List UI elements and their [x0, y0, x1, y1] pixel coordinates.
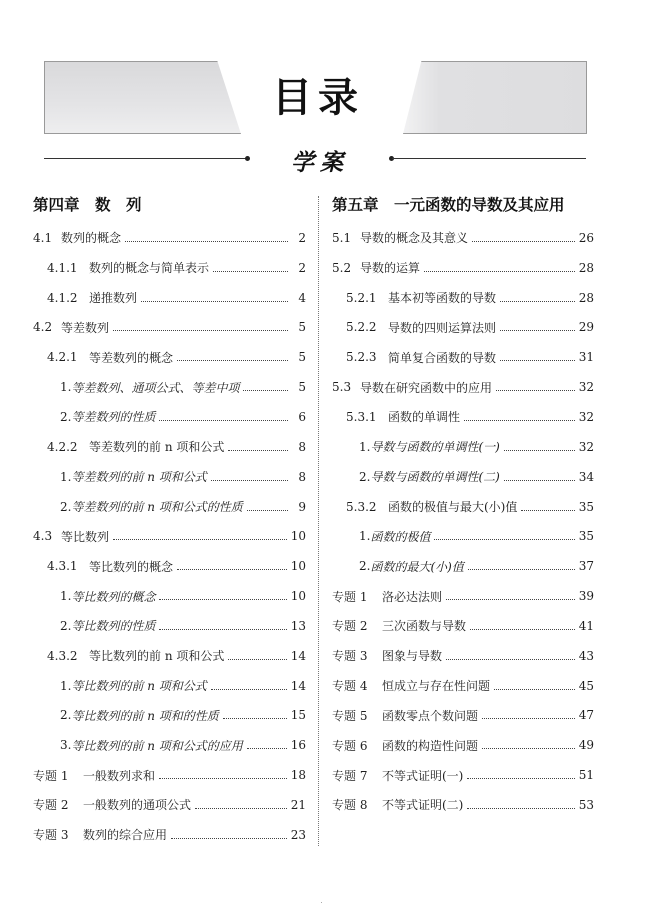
dot-leader — [504, 449, 575, 451]
toc-column-chapter-4 — [33, 193, 306, 850]
dot-leader — [159, 598, 286, 600]
entry-page-number: 53 — [578, 797, 594, 812]
toc-topic-entry[interactable] — [332, 611, 594, 641]
entry-page-number: 47 — [578, 708, 594, 723]
entry-number: 3. — [60, 738, 72, 753]
entry-number: 专题 3 — [33, 828, 69, 843]
entry-number: 5.2.1 — [346, 290, 377, 305]
chapter-heading: 第四章 数 列 — [33, 196, 142, 214]
toc-entry[interactable] — [33, 462, 306, 492]
entry-title: 等差数列 — [61, 320, 110, 335]
entry-number: 1. — [60, 589, 72, 604]
toc-entry[interactable] — [332, 521, 594, 551]
toc-topic-entry[interactable] — [33, 790, 306, 820]
toc-topic-entry[interactable] — [332, 790, 594, 820]
dot-leader — [213, 270, 288, 272]
entry-page-number: 5 — [298, 320, 306, 335]
toc-entry[interactable] — [33, 283, 306, 313]
entry-title: 三次函数与导数 — [382, 619, 467, 634]
toc-entry[interactable] — [33, 641, 306, 671]
entry-page-number: 51 — [578, 768, 594, 783]
entry-number: 2. — [359, 559, 371, 574]
entry-number: 4.3.1 — [47, 559, 78, 574]
entry-number: 1. — [60, 678, 72, 693]
entry-title: 等比数列的概念 — [89, 559, 174, 574]
entry-number: 1. — [359, 529, 371, 544]
toc-entry[interactable] — [33, 223, 306, 253]
toc-entry[interactable] — [33, 581, 306, 611]
entry-number: 4.1.2 — [47, 290, 78, 305]
entry-page-number: 10 — [290, 529, 306, 544]
entry-title: 简单复合函数的导数 — [388, 350, 497, 365]
toc-column-chapter-5 — [332, 193, 594, 820]
entry-page-number: 39 — [578, 589, 594, 604]
toc-entry[interactable] — [332, 313, 594, 343]
entry-number: 专题 1 — [332, 589, 368, 604]
entry-number: 专题 8 — [332, 798, 368, 813]
title-banner-left — [44, 61, 241, 134]
toc-entry[interactable] — [33, 492, 306, 522]
dot-leader — [464, 419, 575, 421]
dot-leader — [472, 240, 575, 242]
toc-topic-entry[interactable] — [332, 641, 594, 671]
entry-number: 5.2.2 — [346, 320, 377, 335]
dot-leader — [504, 479, 575, 481]
entry-title: 导数的运算 — [360, 261, 421, 276]
toc-entry[interactable] — [33, 521, 306, 551]
toc-list — [332, 223, 594, 820]
dot-leader — [434, 538, 574, 540]
chapter-heading: 第五章 一元函数的导数及其应用 — [332, 196, 565, 214]
toc-entry[interactable] — [33, 342, 306, 372]
toc-entry[interactable] — [33, 432, 306, 462]
entry-title: 函数的单调性 — [388, 410, 461, 425]
entry-page-number: 29 — [578, 320, 594, 335]
entry-title: 导数的概念及其意义 — [360, 231, 469, 246]
dot-leader — [482, 717, 575, 719]
dot-leader — [113, 329, 288, 331]
dot-leader — [470, 628, 575, 630]
entry-title: 导数与函数的单调性(一) — [370, 440, 500, 455]
entry-title: 等比数列的前 n 项和公式的应用 — [71, 738, 243, 753]
dot-leader — [482, 747, 575, 749]
entry-title: 等差数列的前 n 项和公式 — [89, 440, 225, 455]
dot-leader — [500, 359, 575, 361]
entry-number: 4.2.1 — [47, 350, 78, 365]
entry-page-number: 2 — [298, 230, 306, 245]
dot-leader — [496, 389, 575, 391]
entry-title: 不等式证明(二) — [382, 798, 464, 813]
toc-topic-entry[interactable] — [332, 730, 594, 760]
entry-title: 递推数列 — [89, 291, 138, 306]
entry-title: 恒成立与存在性问题 — [382, 679, 491, 694]
entry-title: 函数的极值 — [370, 529, 431, 544]
dot-leader — [500, 329, 575, 331]
entry-number: 4.2.2 — [47, 439, 78, 454]
entry-page-number: 32 — [578, 409, 594, 424]
entry-title: 等差数列、通项公式、等差中项 — [71, 380, 240, 395]
entry-number: 5.3 — [332, 380, 352, 395]
entry-title: 等差数列的前 n 项和公式的性质 — [71, 500, 243, 515]
entry-number: 1. — [359, 439, 371, 454]
dot-leader — [228, 449, 288, 451]
dot-leader — [223, 717, 287, 719]
entry-title: 等差数列的概念 — [89, 350, 174, 365]
dot-leader — [521, 509, 574, 511]
entry-page-number: 13 — [290, 618, 306, 633]
dot-leader — [228, 658, 286, 660]
entry-title: 导数与函数的单调性(二) — [370, 470, 500, 485]
subtitle-rule-left — [44, 158, 246, 159]
scan-speck — [321, 902, 322, 903]
entry-page-number: 21 — [290, 797, 306, 812]
entry-page-number: 23 — [290, 827, 306, 842]
entry-number: 专题 3 — [332, 649, 368, 664]
toc-entry[interactable] — [33, 671, 306, 701]
toc-entry[interactable] — [332, 253, 594, 283]
entry-number: 1. — [60, 380, 72, 395]
toc-entry[interactable] — [33, 253, 306, 283]
toc-entry[interactable] — [332, 432, 594, 462]
toc-entry[interactable] — [33, 701, 306, 731]
dot-leader — [141, 300, 288, 302]
toc-entry[interactable] — [33, 402, 306, 432]
entry-number: 4.1 — [33, 230, 53, 245]
entry-number: 4.3.2 — [47, 648, 78, 663]
entry-number: 2. — [60, 618, 72, 633]
toc-entry[interactable] — [33, 730, 306, 760]
entry-number: 专题 4 — [332, 679, 368, 694]
entry-title: 等比数列 — [61, 529, 110, 544]
dot-leader — [171, 837, 287, 839]
entry-page-number: 45 — [578, 678, 594, 693]
entry-page-number: 28 — [578, 290, 594, 305]
toc-topic-entry[interactable] — [332, 760, 594, 790]
entry-page-number: 5 — [298, 380, 306, 395]
toc-entry[interactable] — [332, 402, 594, 432]
toc-entry[interactable] — [332, 372, 594, 402]
entry-number: 5.3.1 — [346, 409, 377, 424]
toc-topic-entry[interactable] — [332, 671, 594, 701]
entry-page-number: 4 — [298, 290, 306, 305]
dot-leader — [468, 568, 575, 570]
dot-leader — [113, 538, 287, 540]
entry-page-number: 34 — [578, 469, 594, 484]
entry-title: 等比数列的概念 — [71, 589, 156, 604]
dot-leader — [159, 419, 288, 421]
entry-number: 专题 2 — [332, 619, 368, 634]
dot-leader — [467, 807, 574, 809]
entry-page-number: 35 — [578, 499, 594, 514]
toc-entry[interactable] — [332, 283, 594, 313]
dot-leader — [446, 658, 575, 660]
entry-page-number: 41 — [578, 618, 594, 633]
toc-topic-entry[interactable] — [33, 820, 306, 850]
rule-dot-left — [245, 156, 250, 161]
entry-number: 2. — [359, 469, 371, 484]
entry-title: 一般数列求和 — [83, 768, 156, 783]
entry-page-number: 8 — [298, 439, 306, 454]
entry-page-number: 15 — [290, 708, 306, 723]
entry-page-number: 28 — [578, 260, 594, 275]
entry-number: 5.3.2 — [346, 499, 377, 514]
entry-title: 函数的最大(小)值 — [370, 559, 464, 574]
entry-number: 专题 5 — [332, 708, 368, 723]
entry-number: 专题 2 — [33, 798, 69, 813]
entry-page-number: 49 — [578, 738, 594, 753]
page-subtitle: 学案 — [291, 149, 349, 176]
dot-leader — [125, 240, 288, 242]
entry-page-number: 16 — [290, 738, 306, 753]
toc-entry[interactable] — [332, 223, 594, 253]
entry-title: 数列的概念与简单表示 — [89, 261, 210, 276]
entry-page-number: 26 — [578, 230, 594, 245]
entry-page-number: 32 — [578, 439, 594, 454]
entry-number: 专题 1 — [33, 768, 69, 783]
entry-page-number: 18 — [290, 768, 306, 783]
entry-page-number: 10 — [290, 589, 306, 604]
entry-number: 4.1.1 — [47, 260, 78, 275]
entry-number: 2. — [60, 499, 72, 514]
column-divider — [318, 196, 319, 846]
entry-title: 一般数列的通项公式 — [83, 798, 192, 813]
entry-title: 图象与导数 — [382, 649, 443, 664]
dot-leader — [247, 747, 287, 749]
toc-entry[interactable] — [332, 551, 594, 581]
entry-number: 1. — [60, 469, 72, 484]
toc-topic-entry[interactable] — [332, 581, 594, 611]
entry-number: 专题 6 — [332, 738, 368, 753]
entry-number: 2. — [60, 708, 72, 723]
entry-number: 4.3 — [33, 529, 53, 544]
entry-page-number: 35 — [578, 529, 594, 544]
toc-entry[interactable] — [332, 492, 594, 522]
dot-leader — [195, 807, 287, 809]
dot-leader — [159, 628, 286, 630]
entry-page-number: 32 — [578, 380, 594, 395]
toc-entry[interactable] — [33, 611, 306, 641]
dot-leader — [177, 568, 287, 570]
entry-title: 等比数列的前 n 项和公式 — [89, 649, 225, 664]
entry-page-number: 8 — [298, 469, 306, 484]
entry-title: 导数的四则运算法则 — [388, 320, 497, 335]
toc-entry[interactable] — [33, 372, 306, 402]
entry-page-number: 2 — [298, 260, 306, 275]
toc-entry[interactable] — [33, 551, 306, 581]
entry-page-number: 9 — [298, 499, 306, 514]
entry-title: 基本初等函数的导数 — [388, 291, 497, 306]
entry-title: 等比数列的前 n 项和的性质 — [71, 708, 219, 723]
dot-leader — [446, 598, 575, 600]
entry-title: 数列的概念 — [61, 231, 122, 246]
entry-title: 等差数列的性质 — [71, 410, 156, 425]
entry-page-number: 14 — [290, 678, 306, 693]
entry-title: 不等式证明(一) — [382, 768, 464, 783]
entry-title: 函数的构造性问题 — [382, 738, 479, 753]
entry-number: 4.2 — [33, 320, 53, 335]
entry-page-number: 43 — [578, 648, 594, 663]
entry-title: 导数在研究函数中的应用 — [360, 380, 493, 395]
dot-leader — [424, 270, 575, 272]
toc-list — [33, 223, 306, 850]
entry-number: 5.2 — [332, 260, 352, 275]
toc-entry[interactable] — [33, 313, 306, 343]
dot-leader — [467, 777, 574, 779]
dot-leader — [494, 688, 575, 690]
toc-entry[interactable] — [332, 342, 594, 372]
entry-title: 等差数列的前 n 项和公式 — [71, 470, 207, 485]
dot-leader — [211, 688, 287, 690]
entry-title: 等比数列的性质 — [71, 619, 156, 634]
entry-title: 函数零点个数问题 — [382, 708, 479, 723]
toc-entry[interactable] — [332, 462, 594, 492]
toc-topic-entry[interactable] — [33, 760, 306, 790]
entry-title: 洛必达法则 — [382, 589, 443, 604]
entry-page-number: 37 — [578, 559, 594, 574]
dot-leader — [500, 300, 575, 302]
entry-page-number: 14 — [290, 648, 306, 663]
subtitle-rule-right — [392, 158, 586, 159]
title-banner-right — [403, 61, 587, 134]
entry-title: 数列的综合应用 — [83, 828, 168, 843]
entry-number: 5.2.3 — [346, 350, 377, 365]
dot-leader — [159, 777, 287, 779]
entry-page-number: 31 — [578, 350, 594, 365]
entry-title: 函数的极值与最大(小)值 — [388, 500, 518, 515]
dot-leader — [247, 509, 288, 511]
toc-topic-entry[interactable] — [332, 701, 594, 731]
entry-title: 等比数列的前 n 项和公式 — [71, 679, 207, 694]
entry-number: 2. — [60, 409, 72, 424]
page-title: 目录 — [272, 75, 364, 121]
dot-leader — [243, 389, 288, 391]
entry-number: 专题 7 — [332, 768, 368, 783]
dot-leader — [177, 359, 288, 361]
entry-page-number: 10 — [290, 559, 306, 574]
dot-leader — [211, 479, 288, 481]
entry-page-number: 5 — [298, 350, 306, 365]
entry-page-number: 6 — [298, 409, 306, 424]
entry-number: 5.1 — [332, 230, 352, 245]
